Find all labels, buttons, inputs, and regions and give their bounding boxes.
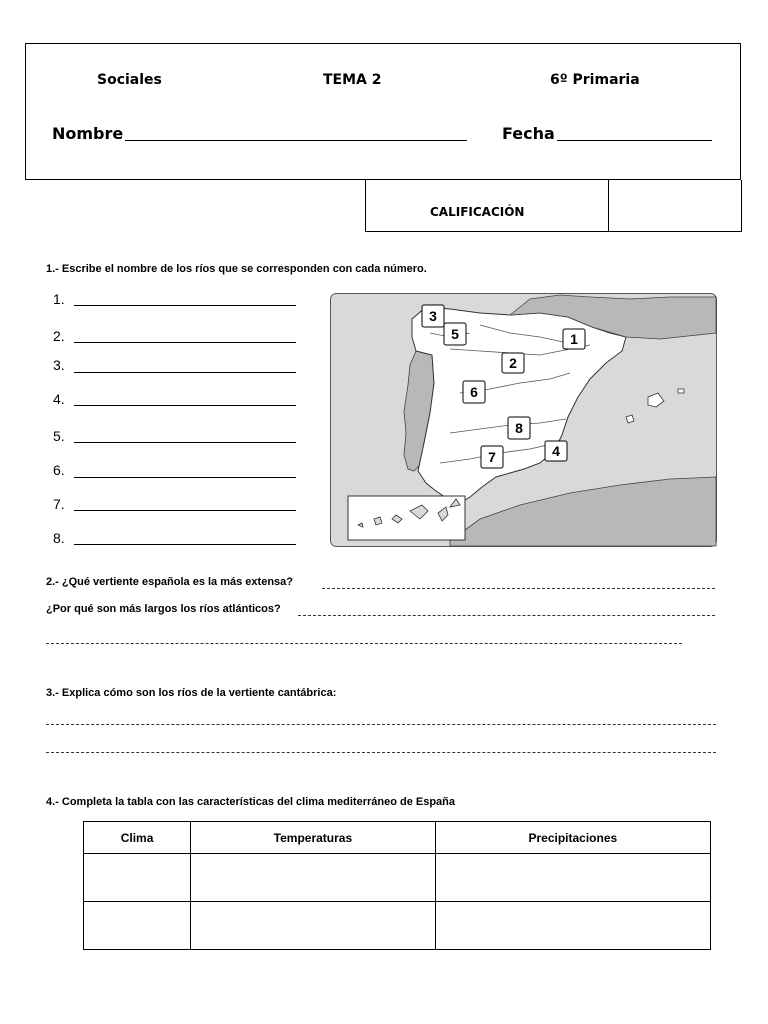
question-3-answer-line-2[interactable] (46, 752, 716, 753)
answer-number: 5. (53, 428, 65, 444)
answer-number: 4. (53, 391, 65, 407)
date-label: Fecha (502, 124, 555, 143)
table-cell[interactable] (84, 854, 191, 902)
svg-text:2: 2 (509, 355, 517, 371)
answer-line-6[interactable] (74, 477, 296, 478)
subject-label: Sociales (97, 72, 162, 88)
svg-text:8: 8 (515, 420, 523, 436)
svg-text:1: 1 (570, 331, 578, 347)
table-cell[interactable] (84, 902, 191, 950)
svg-text:3: 3 (429, 308, 437, 324)
grading-field[interactable] (609, 181, 741, 231)
question-2b-answer-line[interactable] (298, 615, 715, 616)
question-2b-answer-line-2[interactable] (46, 643, 682, 644)
map-marker-4 (545, 441, 567, 461)
map-marker-5 (444, 323, 466, 345)
table-header-clima: Clima (84, 822, 191, 854)
table-header-row (84, 822, 711, 854)
answer-line-1[interactable] (74, 305, 296, 306)
table-cell[interactable] (435, 854, 710, 902)
date-field[interactable] (557, 140, 712, 141)
map-marker-2 (502, 353, 524, 373)
climate-table (83, 821, 711, 950)
answer-number: 6. (53, 462, 65, 478)
answer-number: 3. (53, 357, 65, 373)
question-2a-text: 2.- ¿Qué vertiente española es la más extensa? (46, 576, 293, 588)
svg-text:5: 5 (451, 326, 459, 342)
grade-label: 6º Primaria (550, 72, 640, 88)
unit-label: TEMA 2 (323, 72, 382, 88)
svg-text:4: 4 (552, 443, 560, 459)
canary-inset (348, 496, 465, 540)
table-cell[interactable] (191, 854, 436, 902)
iberia-map (330, 293, 717, 547)
question-2b-text: ¿Por qué son más largos los ríos atlánticos? (46, 603, 281, 615)
answer-line-8[interactable] (74, 544, 296, 545)
map-marker-1 (563, 329, 585, 349)
map-marker-6 (463, 381, 485, 403)
answer-line-5[interactable] (74, 442, 296, 443)
header-box (25, 43, 741, 180)
question-1-text: 1.- Escribe el nombre de los ríos que se corresponden con cada número. (46, 263, 427, 275)
table-cell[interactable] (435, 902, 710, 950)
svg-text:7: 7 (488, 449, 496, 465)
map-marker-3 (422, 305, 444, 327)
answer-number: 8. (53, 530, 65, 546)
grading-label: CALIFICACIÓN (430, 205, 525, 219)
name-label: Nombre (52, 124, 124, 143)
answer-line-2[interactable] (74, 342, 296, 343)
table-header-temperaturas: Temperaturas (191, 822, 436, 854)
question-3-answer-line-1[interactable] (46, 724, 716, 725)
name-field[interactable] (125, 140, 467, 141)
table-cell[interactable] (191, 902, 436, 950)
answer-number: 2. (53, 328, 65, 344)
answer-line-7[interactable] (74, 510, 296, 511)
answer-line-3[interactable] (74, 372, 296, 373)
map-marker-7 (481, 446, 503, 468)
answer-line-4[interactable] (74, 405, 296, 406)
table-row (84, 854, 711, 902)
svg-text:6: 6 (470, 384, 478, 400)
question-3-text: 3.- Explica cómo son los ríos de la vertiente cantábrica: (46, 687, 337, 699)
answer-number: 7. (53, 496, 65, 512)
table-header-precipitaciones: Precipitaciones (435, 822, 710, 854)
answer-number: 1. (53, 291, 65, 307)
question-4-text: 4.- Completa la tabla con las características del clima mediterráneo de España (46, 796, 456, 808)
question-2a-answer-line[interactable] (322, 588, 715, 589)
table-row (84, 902, 711, 950)
map-marker-8 (508, 417, 530, 439)
